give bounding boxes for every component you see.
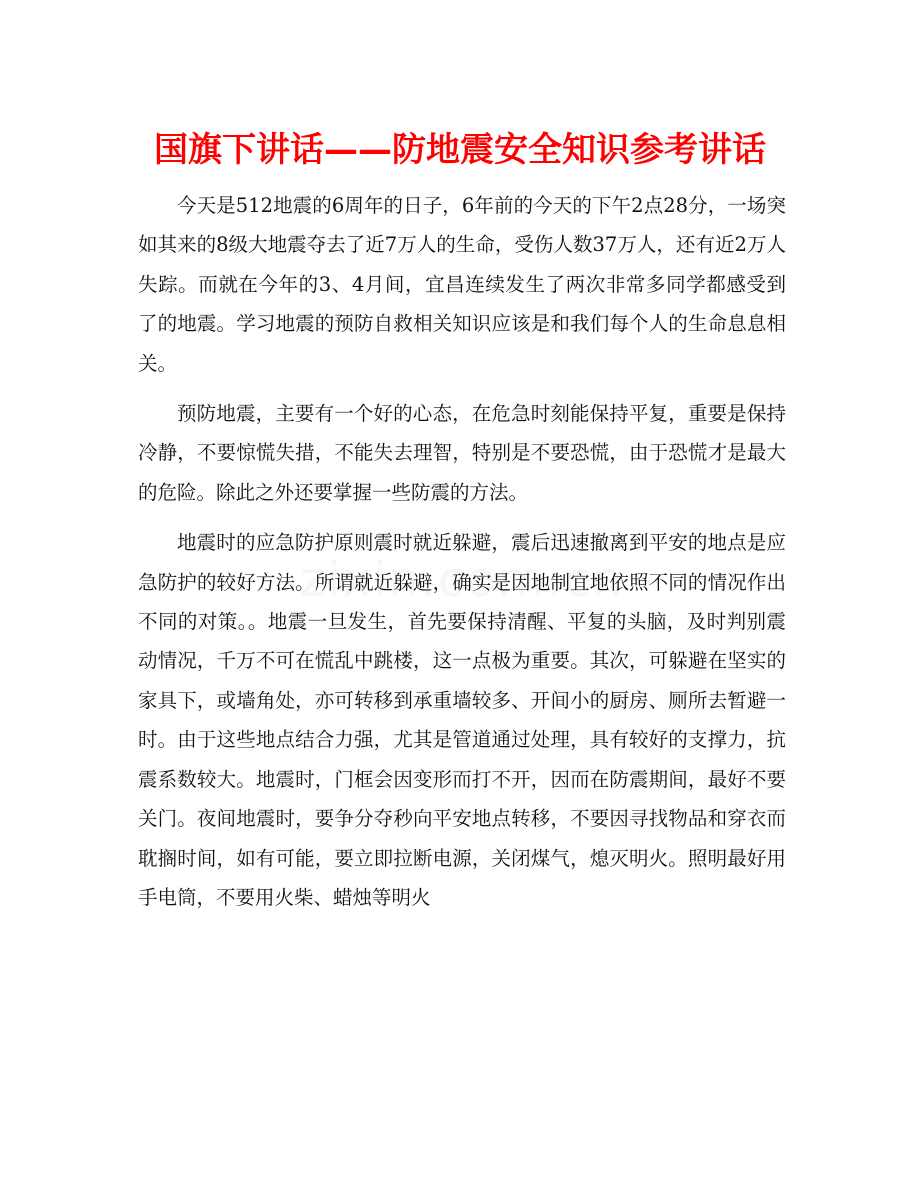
paragraph-1: 今天是512地震的6周年的日子，6年前的今天的下午2点28分，一场突如其来的8级大地震夺去了近7万人的生命，受伤人数37万人，还有近2万人失踪。而就在今年的3、4月间，宜昌连续发生了两次非常多同学都感受到了的地震。学习地震的预防自救相关知识应该是和我们每个人的生命息息相关。 — [138, 194, 786, 375]
document-body — [138, 186, 786, 928]
paragraph-2: 预防地震，主要有一个好的心态，在危急时刻能保持平复，重要是保持冷静，不要惊慌失措，不能失去理智，特别是不要恐慌，由于恐慌才是最大的危险。除此之外还要掌握一些防震的方法。 — [138, 402, 786, 504]
paragraph-3: 地震时的应急防护原则震时就近躲避，震后迅速撤离到平安的地点是应急防护的较好方法。所谓就近躲避，确实是因地制宜地依照不同的情况作出不同的对策。。地震一旦发生，首先要保持清醒、平复的头脑，及时判别震动情况，千万不可在慌乱中跳楼，这一点极为重要。其次，可躲避在坚实的家具下，或墙角处，亦可转移到承重墙较多、开间小的厨房、厕所去暂避一时。由于这些地点结合力强，尤其是管道通过处理，具有较好的支撑力，抗震系数较大。地震时，门框会因变形而打不开，因而在防震期间，最好不要关门。夜间地震时，要争分夺秒向平安地点转移，不要因寻找物品和穿衣而耽搁时间，如有可能，要立即拉断电源，关闭煤气，熄灭明火。照明最好用手电筒，不要用火柴、蜡烛等明火 — [138, 531, 786, 909]
document-title: 国旗下讲话——防地震安全知识参考讲话 — [154, 130, 766, 170]
